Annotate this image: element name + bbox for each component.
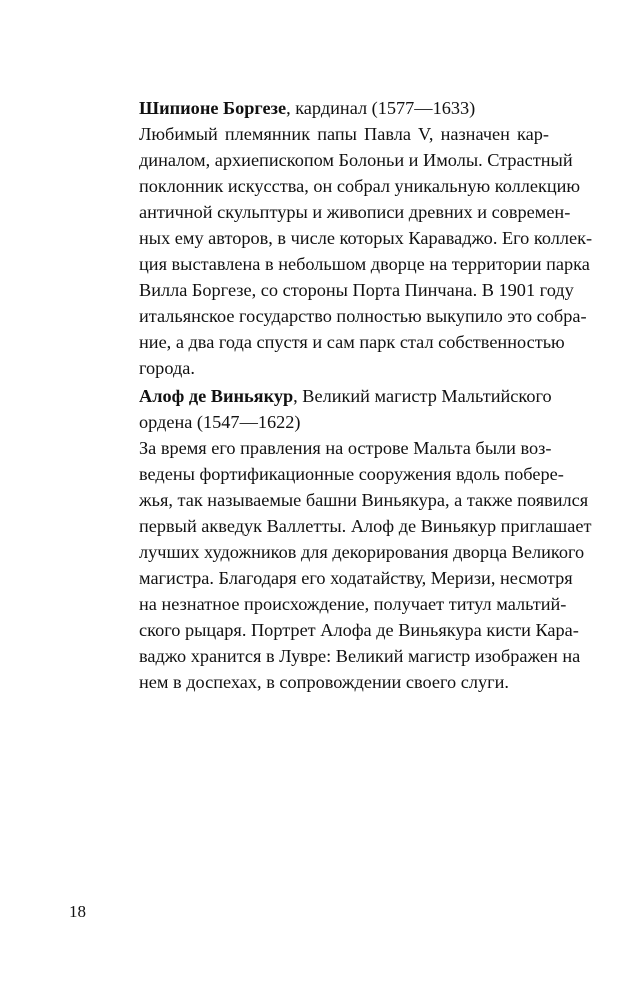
entry-text-line: Вилла Боргезе, со стороны Порта Пинчана. В 1901 году <box>139 280 574 300</box>
entry-heading-rest: , Великий магистр Мальтийского <box>293 386 552 406</box>
entry-text-line: жья, так называемые башни Виньякура, а также появился <box>139 490 589 510</box>
page-number: 18 <box>69 902 86 921</box>
entry-text-line: магистра. Благодаря его ходатайству, Меризи, несмотря <box>139 568 573 588</box>
entry-text-line: ция выставлена в небольшом дворце на территории парка <box>139 254 590 274</box>
entry-text-line: ваджо хранится в Лувре: Великий магистр изображен на <box>139 646 581 666</box>
entry-text-line: первый акведук Валлетты. Алоф де Виньякур приглашает <box>139 516 592 536</box>
entry-text-line: нем в доспехах, в сопровождении своего слуги. <box>139 672 509 692</box>
entry-text-line: ние, а два года спустя и сам парк стал собственностью <box>139 332 565 352</box>
entry-name: Алоф де Виньякур <box>139 386 294 406</box>
entry-heading-rest: , кардинал (1577—1633) <box>286 98 476 118</box>
entry-heading <box>139 383 552 409</box>
entry-text-line: итальянское государство полностью выкупило это собра- <box>139 306 587 326</box>
entry-borghese <box>139 95 593 381</box>
entry-heading-line2: ордена (1547—1622) <box>139 412 301 432</box>
entry-text-line: города. <box>139 358 195 378</box>
entry-heading <box>139 95 549 121</box>
entry-text-line: античной скульптуры и живописи древних и современ- <box>139 202 571 222</box>
entry-text-line: Любимый племянник папы Павла V, назначен кар- <box>139 124 549 144</box>
entry-text-line: ведены фортификационные сооружения вдоль побере- <box>139 464 564 484</box>
entry-text-line: ных ему авторов, в числе которых Караваджо. Его коллек- <box>139 228 593 248</box>
entry-text-line: лучших художников для декорирования дворца Великого <box>139 542 585 562</box>
entry-text-line: поклонник искусства, он собрал уникальную коллекцию <box>139 176 581 196</box>
entry-text-line: ского рыцаря. Портрет Алофа де Виньякура кисти Кара- <box>139 620 579 640</box>
entry-text-line: на незнатное происхождение, получает титул мальтий- <box>139 594 567 614</box>
entry-wignacourt <box>139 383 592 695</box>
entry-name: Шипионе Боргезе <box>139 98 287 118</box>
entry-text-line: диналом, архиепископом Болоньи и Имолы. Страстный <box>139 150 573 170</box>
entry-text-line: За время его правления на острове Мальта были воз- <box>139 438 552 458</box>
